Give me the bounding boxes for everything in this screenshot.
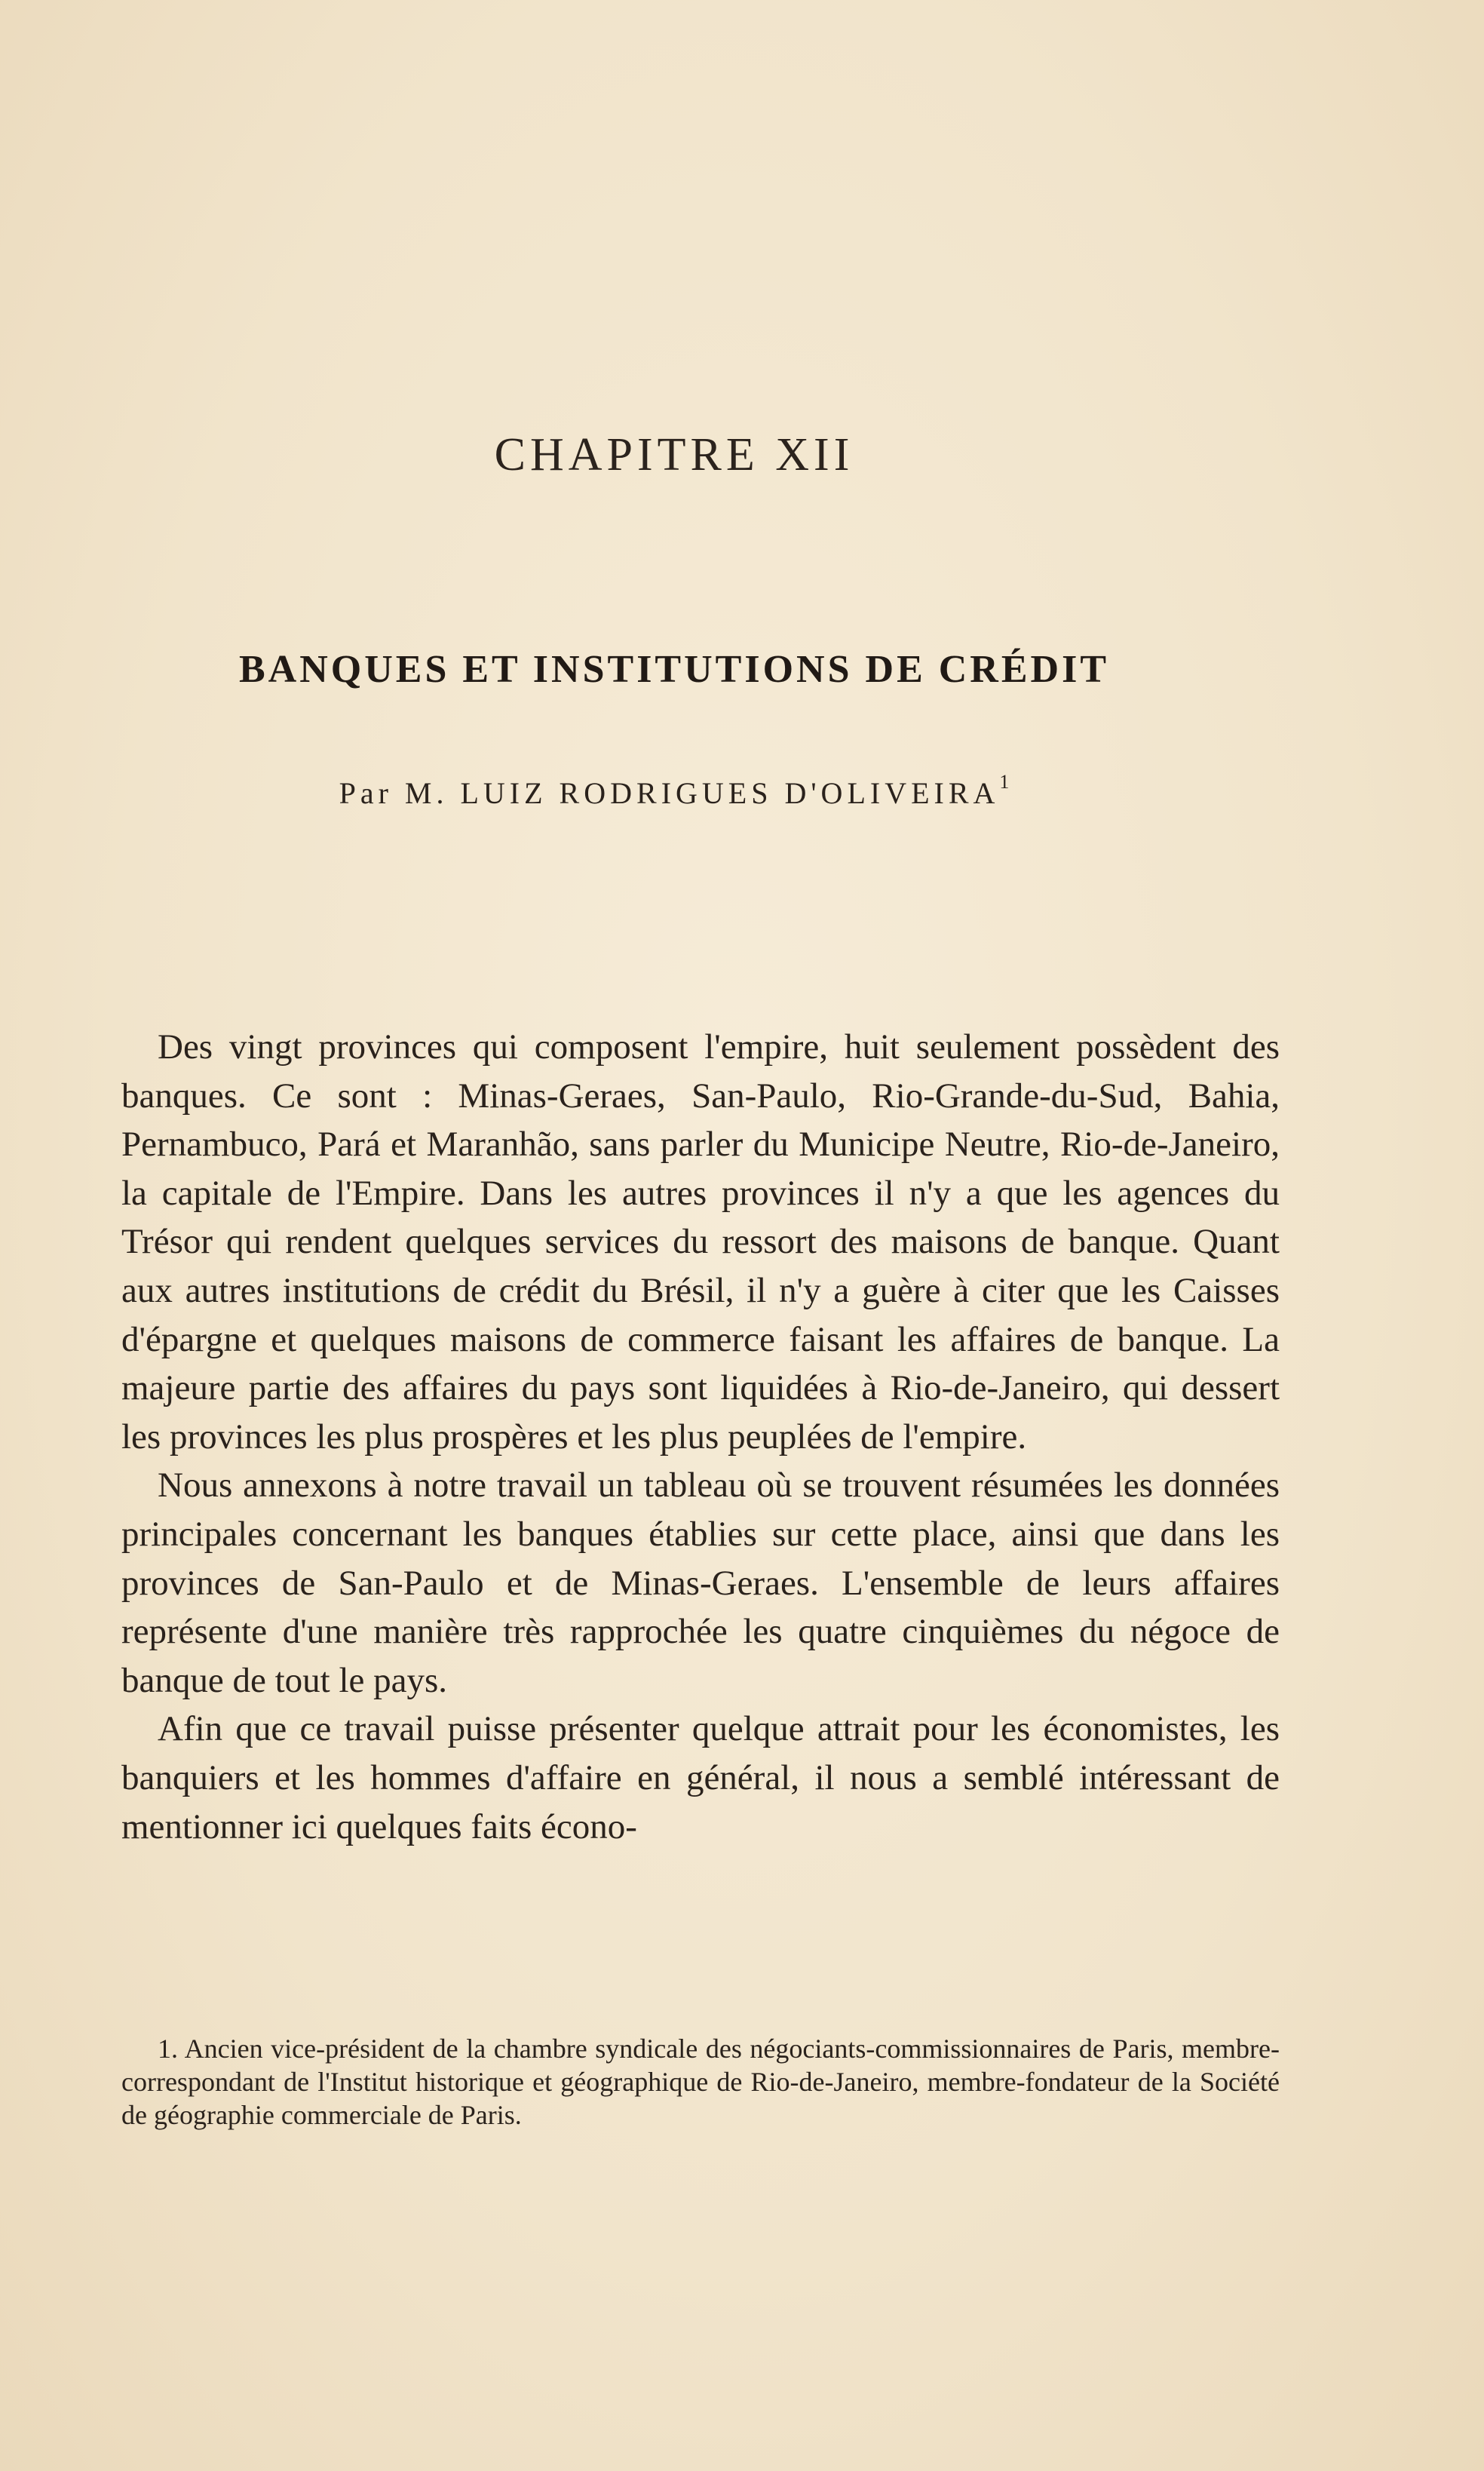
author-byline bbox=[0, 771, 1348, 811]
footnote-number: 1. bbox=[158, 2034, 178, 2064]
author-byline-text: Par M. LUIZ RODRIGUES D'OLIVEIRA bbox=[339, 776, 1000, 810]
footnote-text: Ancien vice-président de la chambre syndicale des négociants-commissionnaires de Paris, membre-correspondant de l'Institut historique et géographique de Rio-de-Janeiro, membre-fondateur de la Société de géographie commerciale de Paris. bbox=[121, 2034, 1280, 2130]
footnote-reference: 1 bbox=[999, 771, 1010, 793]
body-text bbox=[121, 1023, 1280, 1851]
paragraph: Nous annexons à notre travail un tableau où se trouvent résumées les données principales concernant les banques établies sur cette place, ainsi que dans les provinces de San-Paulo et de Minas-Geraes. L'ensemble de leurs affaires représente d'une manière très rapprochée les quatre cinquièmes du négoce de banque de tout le pays. bbox=[121, 1466, 1280, 1700]
paragraph: Afin que ce travail puisse présenter quelque attrait pour les économistes, les banquiers et les hommes d'affaire en général, il nous a semblé intéressant de mentionner ici quelques faits écono- bbox=[121, 1709, 1280, 1846]
chapter-title: BANQUES ET INSTITUTIONS DE CRÉDIT bbox=[238, 648, 1110, 691]
paragraph: Des vingt provinces qui composent l'empire, huit seulement possèdent des banques. Ce sont : Minas-Geraes, San-Paulo, Rio-Grande-du-Sud, Bahia, Pernambuco, Pará et Maranhão, sans parler du Municipe Neutre, Rio-de-Janeiro, la capitale de l'Empire. Dans les autres provinces il n'y a que les agences du Trésor qui rendent quelques services du ressort des maisons de banque. Quant aux autres institutions de crédit du Brésil, il n'y a guère à citer que les Caisses d'épargne et quelques maisons de commerce faisant les affaires de banque. La majeure partie des affaires du pays sont liquidées à Rio-de-Janeiro, qui dessert les provinces les plus prospères et les plus peuplées de l'empire. bbox=[121, 1027, 1280, 1457]
chapter-number: CHAPITRE XII bbox=[494, 429, 854, 480]
footnote bbox=[121, 2032, 1280, 2132]
